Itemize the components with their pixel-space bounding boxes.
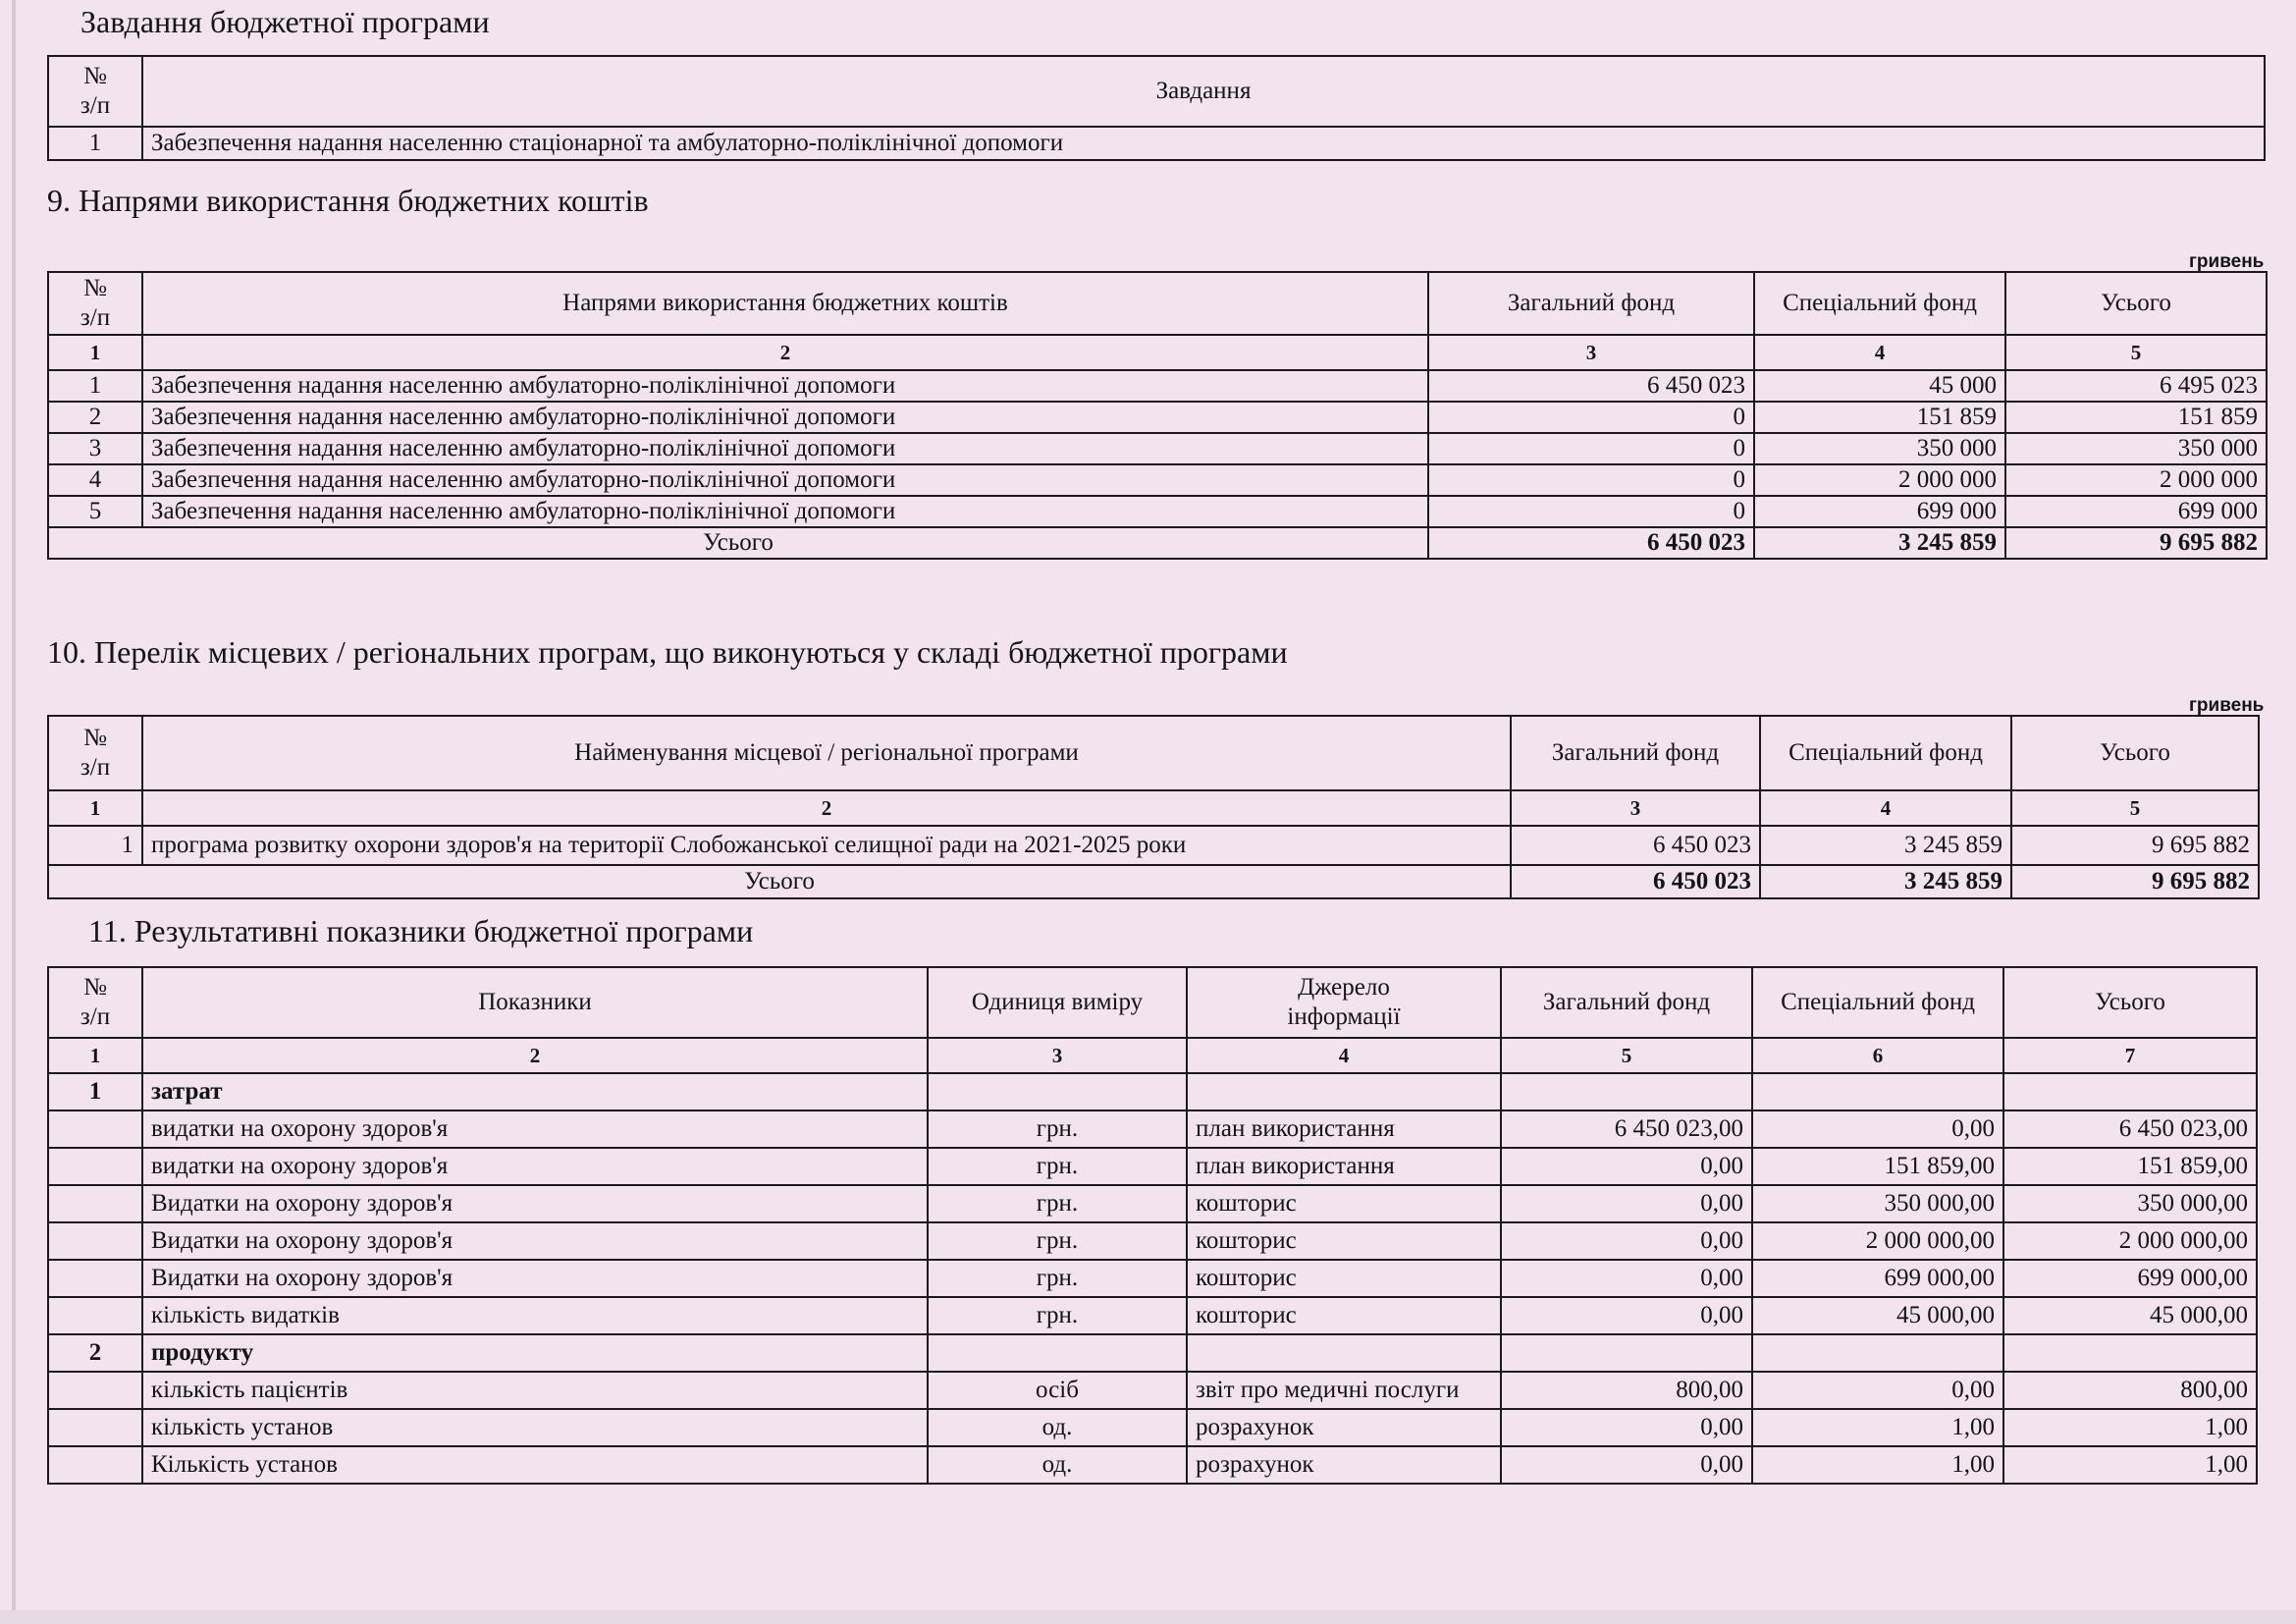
indicator-name: видатки на охорону здоров'я xyxy=(142,1110,928,1148)
empty-cell xyxy=(48,1372,142,1409)
total-value: 151 859 xyxy=(2005,402,2267,433)
empty-cell xyxy=(928,1073,1187,1110)
general-fund-value: 0 xyxy=(1428,433,1754,464)
direction-name: Забезпечення надання населенню амбулаторно-поліклінічної допомоги xyxy=(142,496,1428,527)
total-value: 2 000 000 xyxy=(2005,464,2267,496)
indicator-unit: грн. xyxy=(928,1110,1187,1148)
special-fund-total: 3 245 859 xyxy=(1760,865,2011,898)
index-cell: 3 xyxy=(1511,790,1760,826)
indicator-unit: грн. xyxy=(928,1148,1187,1185)
indicator-source: кошторис xyxy=(1187,1260,1501,1297)
general-fund-value: 0,00 xyxy=(1501,1446,1752,1484)
indicator-source: кошторис xyxy=(1187,1185,1501,1222)
direction-row xyxy=(48,433,2267,464)
empty-cell xyxy=(48,1409,142,1446)
special-fund-value: 350 000,00 xyxy=(1752,1185,2003,1222)
total-value: 350 000 xyxy=(2005,433,2267,464)
indicator-row xyxy=(48,1148,2257,1185)
total-value: 699 000 xyxy=(2005,496,2267,527)
indicator-unit: грн. xyxy=(928,1297,1187,1334)
total-value: 699 000,00 xyxy=(2003,1260,2257,1297)
index-cell: 3 xyxy=(928,1038,1187,1073)
empty-cell xyxy=(48,1297,142,1334)
indicators-head-total: Усього xyxy=(2003,967,2257,1038)
group-number: 2 xyxy=(48,1334,142,1372)
tasks-head-task: Завдання xyxy=(142,56,2265,127)
special-fund-value: 350 000 xyxy=(1754,433,2005,464)
indicator-group-row xyxy=(48,1334,2257,1372)
indicator-source: план використання xyxy=(1187,1110,1501,1148)
indicator-row xyxy=(48,1446,2257,1484)
general-fund-total: 6 450 023 xyxy=(1511,865,1760,898)
direction-name: Забезпечення надання населенню амбулаторно-поліклінічної допомоги xyxy=(142,464,1428,496)
total-value: 6 450 023,00 xyxy=(2003,1110,2257,1148)
programs-head-general: Загальний фонд xyxy=(1511,716,1760,790)
scan-edge xyxy=(12,0,16,1624)
index-cell: 4 xyxy=(1760,790,2011,826)
direction-number: 3 xyxy=(48,433,142,464)
total-value: 1,00 xyxy=(2003,1446,2257,1484)
direction-name: Забезпечення надання населенню амбулаторно-поліклінічної допомоги xyxy=(142,370,1428,402)
directions-head-special: Спеціальний фонд xyxy=(1754,272,2005,335)
general-fund-value: 0,00 xyxy=(1501,1409,1752,1446)
empty-cell xyxy=(1187,1334,1501,1372)
indicator-row xyxy=(48,1110,2257,1148)
empty-cell xyxy=(1752,1073,2003,1110)
indicators-head-general: Загальний фонд xyxy=(1501,967,1752,1038)
general-fund-value: 6 450 023 xyxy=(1511,826,1760,865)
special-fund-value: 151 859 xyxy=(1754,402,2005,433)
total-value: 45 000,00 xyxy=(2003,1297,2257,1334)
empty-cell xyxy=(48,1222,142,1260)
indicator-source: план використання xyxy=(1187,1148,1501,1185)
index-cell: 5 xyxy=(1501,1038,1752,1073)
tasks-table xyxy=(47,55,2266,161)
direction-number: 2 xyxy=(48,402,142,433)
index-cell: 1 xyxy=(48,335,142,370)
indicator-unit: осіб xyxy=(928,1372,1187,1409)
special-fund-value: 699 000,00 xyxy=(1752,1260,2003,1297)
indicator-name: Видатки на охорону здоров'я xyxy=(142,1222,928,1260)
special-fund-value: 3 245 859 xyxy=(1760,826,2011,865)
indicator-unit: од. xyxy=(928,1409,1187,1446)
empty-cell xyxy=(48,1446,142,1484)
empty-cell xyxy=(928,1334,1187,1372)
empty-cell xyxy=(1187,1073,1501,1110)
direction-row xyxy=(48,370,2267,402)
empty-cell xyxy=(1752,1334,2003,1372)
general-fund-value: 0,00 xyxy=(1501,1148,1752,1185)
total-value: 1,00 xyxy=(2003,1409,2257,1446)
indicators-head-no: № з/п xyxy=(48,967,142,1038)
program-row xyxy=(48,826,2259,865)
programs-table xyxy=(47,715,2260,899)
scan-bottom-edge xyxy=(0,1610,2296,1624)
special-fund-value: 1,00 xyxy=(1752,1446,2003,1484)
index-cell: 2 xyxy=(142,790,1511,826)
special-fund-value: 0,00 xyxy=(1752,1372,2003,1409)
empty-cell xyxy=(48,1260,142,1297)
index-cell: 4 xyxy=(1187,1038,1501,1073)
index-cell: 2 xyxy=(142,335,1428,370)
programs-heading: 10. Перелік місцевих / регіональних програм, що виконуються у складі бюджетної програми xyxy=(47,634,1288,670)
indicator-row xyxy=(48,1260,2257,1297)
general-fund-value: 6 450 023,00 xyxy=(1501,1110,1752,1148)
direction-name: Забезпечення надання населенню амбулаторно-поліклінічної допомоги xyxy=(142,402,1428,433)
total-value: 6 495 023 xyxy=(2005,370,2267,402)
empty-cell xyxy=(48,1185,142,1222)
general-fund-value: 0,00 xyxy=(1501,1260,1752,1297)
total-label: Усього xyxy=(48,527,1428,559)
index-cell: 2 xyxy=(142,1038,928,1073)
special-fund-value: 151 859,00 xyxy=(1752,1148,2003,1185)
direction-name: Забезпечення надання населенню амбулаторно-поліклінічної допомоги xyxy=(142,433,1428,464)
indicator-source: кошторис xyxy=(1187,1297,1501,1334)
indicator-source: розрахунок xyxy=(1187,1446,1501,1484)
index-cell: 3 xyxy=(1428,335,1754,370)
general-fund-total: 6 450 023 xyxy=(1428,527,1754,559)
indicator-source: розрахунок xyxy=(1187,1409,1501,1446)
special-fund-value: 0,00 xyxy=(1752,1110,2003,1148)
general-fund-value: 0 xyxy=(1428,496,1754,527)
index-cell: 5 xyxy=(2005,335,2267,370)
directions-head-no: № з/п xyxy=(48,272,142,335)
direction-number: 4 xyxy=(48,464,142,496)
indicator-unit: грн. xyxy=(928,1185,1187,1222)
indicator-name: кількість видатків xyxy=(142,1297,928,1334)
total-value: 151 859,00 xyxy=(2003,1148,2257,1185)
empty-cell xyxy=(1501,1073,1752,1110)
direction-row xyxy=(48,464,2267,496)
total-value: 9 695 882 xyxy=(2011,826,2259,865)
indicator-name: кількість установ xyxy=(142,1409,928,1446)
programs-head-total: Усього xyxy=(2011,716,2259,790)
directions-unit-note: гривень xyxy=(2189,251,2265,272)
index-cell: 1 xyxy=(48,790,142,826)
indicator-row xyxy=(48,1222,2257,1260)
indicator-name: видатки на охорону здоров'я xyxy=(142,1148,928,1185)
directions-total-row xyxy=(48,527,2267,559)
grand-total: 9 695 882 xyxy=(2011,865,2259,898)
special-fund-total: 3 245 859 xyxy=(1754,527,2005,559)
tasks-heading: Завдання бюджетної програми xyxy=(80,4,490,39)
task-text: Забезпечення надання населенню стаціонарної та амбулаторно-поліклінічної допомоги xyxy=(142,127,2265,160)
index-cell: 6 xyxy=(1752,1038,2003,1073)
empty-cell xyxy=(2003,1073,2257,1110)
directions-index-row xyxy=(48,335,2267,370)
indicators-table xyxy=(47,966,2258,1485)
empty-cell xyxy=(48,1148,142,1185)
general-fund-value: 6 450 023 xyxy=(1428,370,1754,402)
indicators-heading: 11. Результативні показники бюджетної програми xyxy=(88,913,754,948)
special-fund-value: 1,00 xyxy=(1752,1409,2003,1446)
directions-head-total: Усього xyxy=(2005,272,2267,335)
empty-cell xyxy=(48,1110,142,1148)
special-fund-value: 2 000 000,00 xyxy=(1752,1222,2003,1260)
directions-heading: 9. Напрями використання бюджетних коштів xyxy=(47,183,649,218)
programs-index-row xyxy=(48,790,2259,826)
program-name: програма розвитку охорони здоров'я на території Слобожанської селищної ради на 2021-2025 роки xyxy=(142,826,1511,865)
general-fund-value: 0,00 xyxy=(1501,1222,1752,1260)
index-cell: 1 xyxy=(48,1038,142,1073)
programs-unit-note: гривень xyxy=(2189,695,2265,716)
directions-table xyxy=(47,271,2268,560)
general-fund-value: 0 xyxy=(1428,464,1754,496)
direction-row xyxy=(48,402,2267,433)
indicator-unit: грн. xyxy=(928,1222,1187,1260)
index-cell: 4 xyxy=(1754,335,2005,370)
indicator-name: кількість пацієнтів xyxy=(142,1372,928,1409)
group-name: продукту xyxy=(142,1334,928,1372)
indicator-name: Видатки на охорону здоров'я xyxy=(142,1185,928,1222)
special-fund-value: 45 000,00 xyxy=(1752,1297,2003,1334)
indicators-head-source: Джерело інформації xyxy=(1187,967,1501,1038)
direction-number: 1 xyxy=(48,370,142,402)
total-value: 350 000,00 xyxy=(2003,1185,2257,1222)
total-value: 800,00 xyxy=(2003,1372,2257,1409)
indicator-source: звіт про медичні послуги xyxy=(1187,1372,1501,1409)
programs-head-special: Спеціальний фонд xyxy=(1760,716,2011,790)
direction-number: 5 xyxy=(48,496,142,527)
empty-cell xyxy=(1501,1334,1752,1372)
indicator-name: Видатки на охорону здоров'я xyxy=(142,1260,928,1297)
indicator-row xyxy=(48,1372,2257,1409)
programs-head-name: Найменування місцевої / регіональної програми xyxy=(142,716,1511,790)
indicator-unit: грн. xyxy=(928,1260,1187,1297)
indicators-head-special: Спеціальний фонд xyxy=(1752,967,2003,1038)
general-fund-value: 0,00 xyxy=(1501,1185,1752,1222)
group-number: 1 xyxy=(48,1073,142,1110)
program-number: 1 xyxy=(48,826,142,865)
indicators-head-unit: Одиниця виміру xyxy=(928,967,1187,1038)
index-cell: 5 xyxy=(2011,790,2259,826)
task-number: 1 xyxy=(48,127,142,160)
special-fund-value: 699 000 xyxy=(1754,496,2005,527)
indicators-index-row xyxy=(48,1038,2257,1073)
indicator-source: кошторис xyxy=(1187,1222,1501,1260)
general-fund-value: 800,00 xyxy=(1501,1372,1752,1409)
indicators-head-name: Показники xyxy=(142,967,928,1038)
grand-total: 9 695 882 xyxy=(2005,527,2267,559)
special-fund-value: 45 000 xyxy=(1754,370,2005,402)
direction-row xyxy=(48,496,2267,527)
indicator-row xyxy=(48,1409,2257,1446)
tasks-head-no: № з/п xyxy=(48,56,142,127)
indicator-group-row xyxy=(48,1073,2257,1110)
indicator-unit: од. xyxy=(928,1446,1187,1484)
special-fund-value: 2 000 000 xyxy=(1754,464,2005,496)
directions-head-general: Загальний фонд xyxy=(1428,272,1754,335)
indicator-row xyxy=(48,1185,2257,1222)
task-row xyxy=(48,127,2265,160)
group-name: затрат xyxy=(142,1073,928,1110)
programs-total-row xyxy=(48,865,2259,898)
index-cell: 7 xyxy=(2003,1038,2257,1073)
general-fund-value: 0 xyxy=(1428,402,1754,433)
total-label: Усього xyxy=(48,865,1511,898)
general-fund-value: 0,00 xyxy=(1501,1297,1752,1334)
empty-cell xyxy=(2003,1334,2257,1372)
indicator-row xyxy=(48,1297,2257,1334)
indicator-name: Кількість установ xyxy=(142,1446,928,1484)
total-value: 2 000 000,00 xyxy=(2003,1222,2257,1260)
programs-head-no: № з/п xyxy=(48,716,142,790)
directions-head-name: Напрями використання бюджетних коштів xyxy=(142,272,1428,335)
